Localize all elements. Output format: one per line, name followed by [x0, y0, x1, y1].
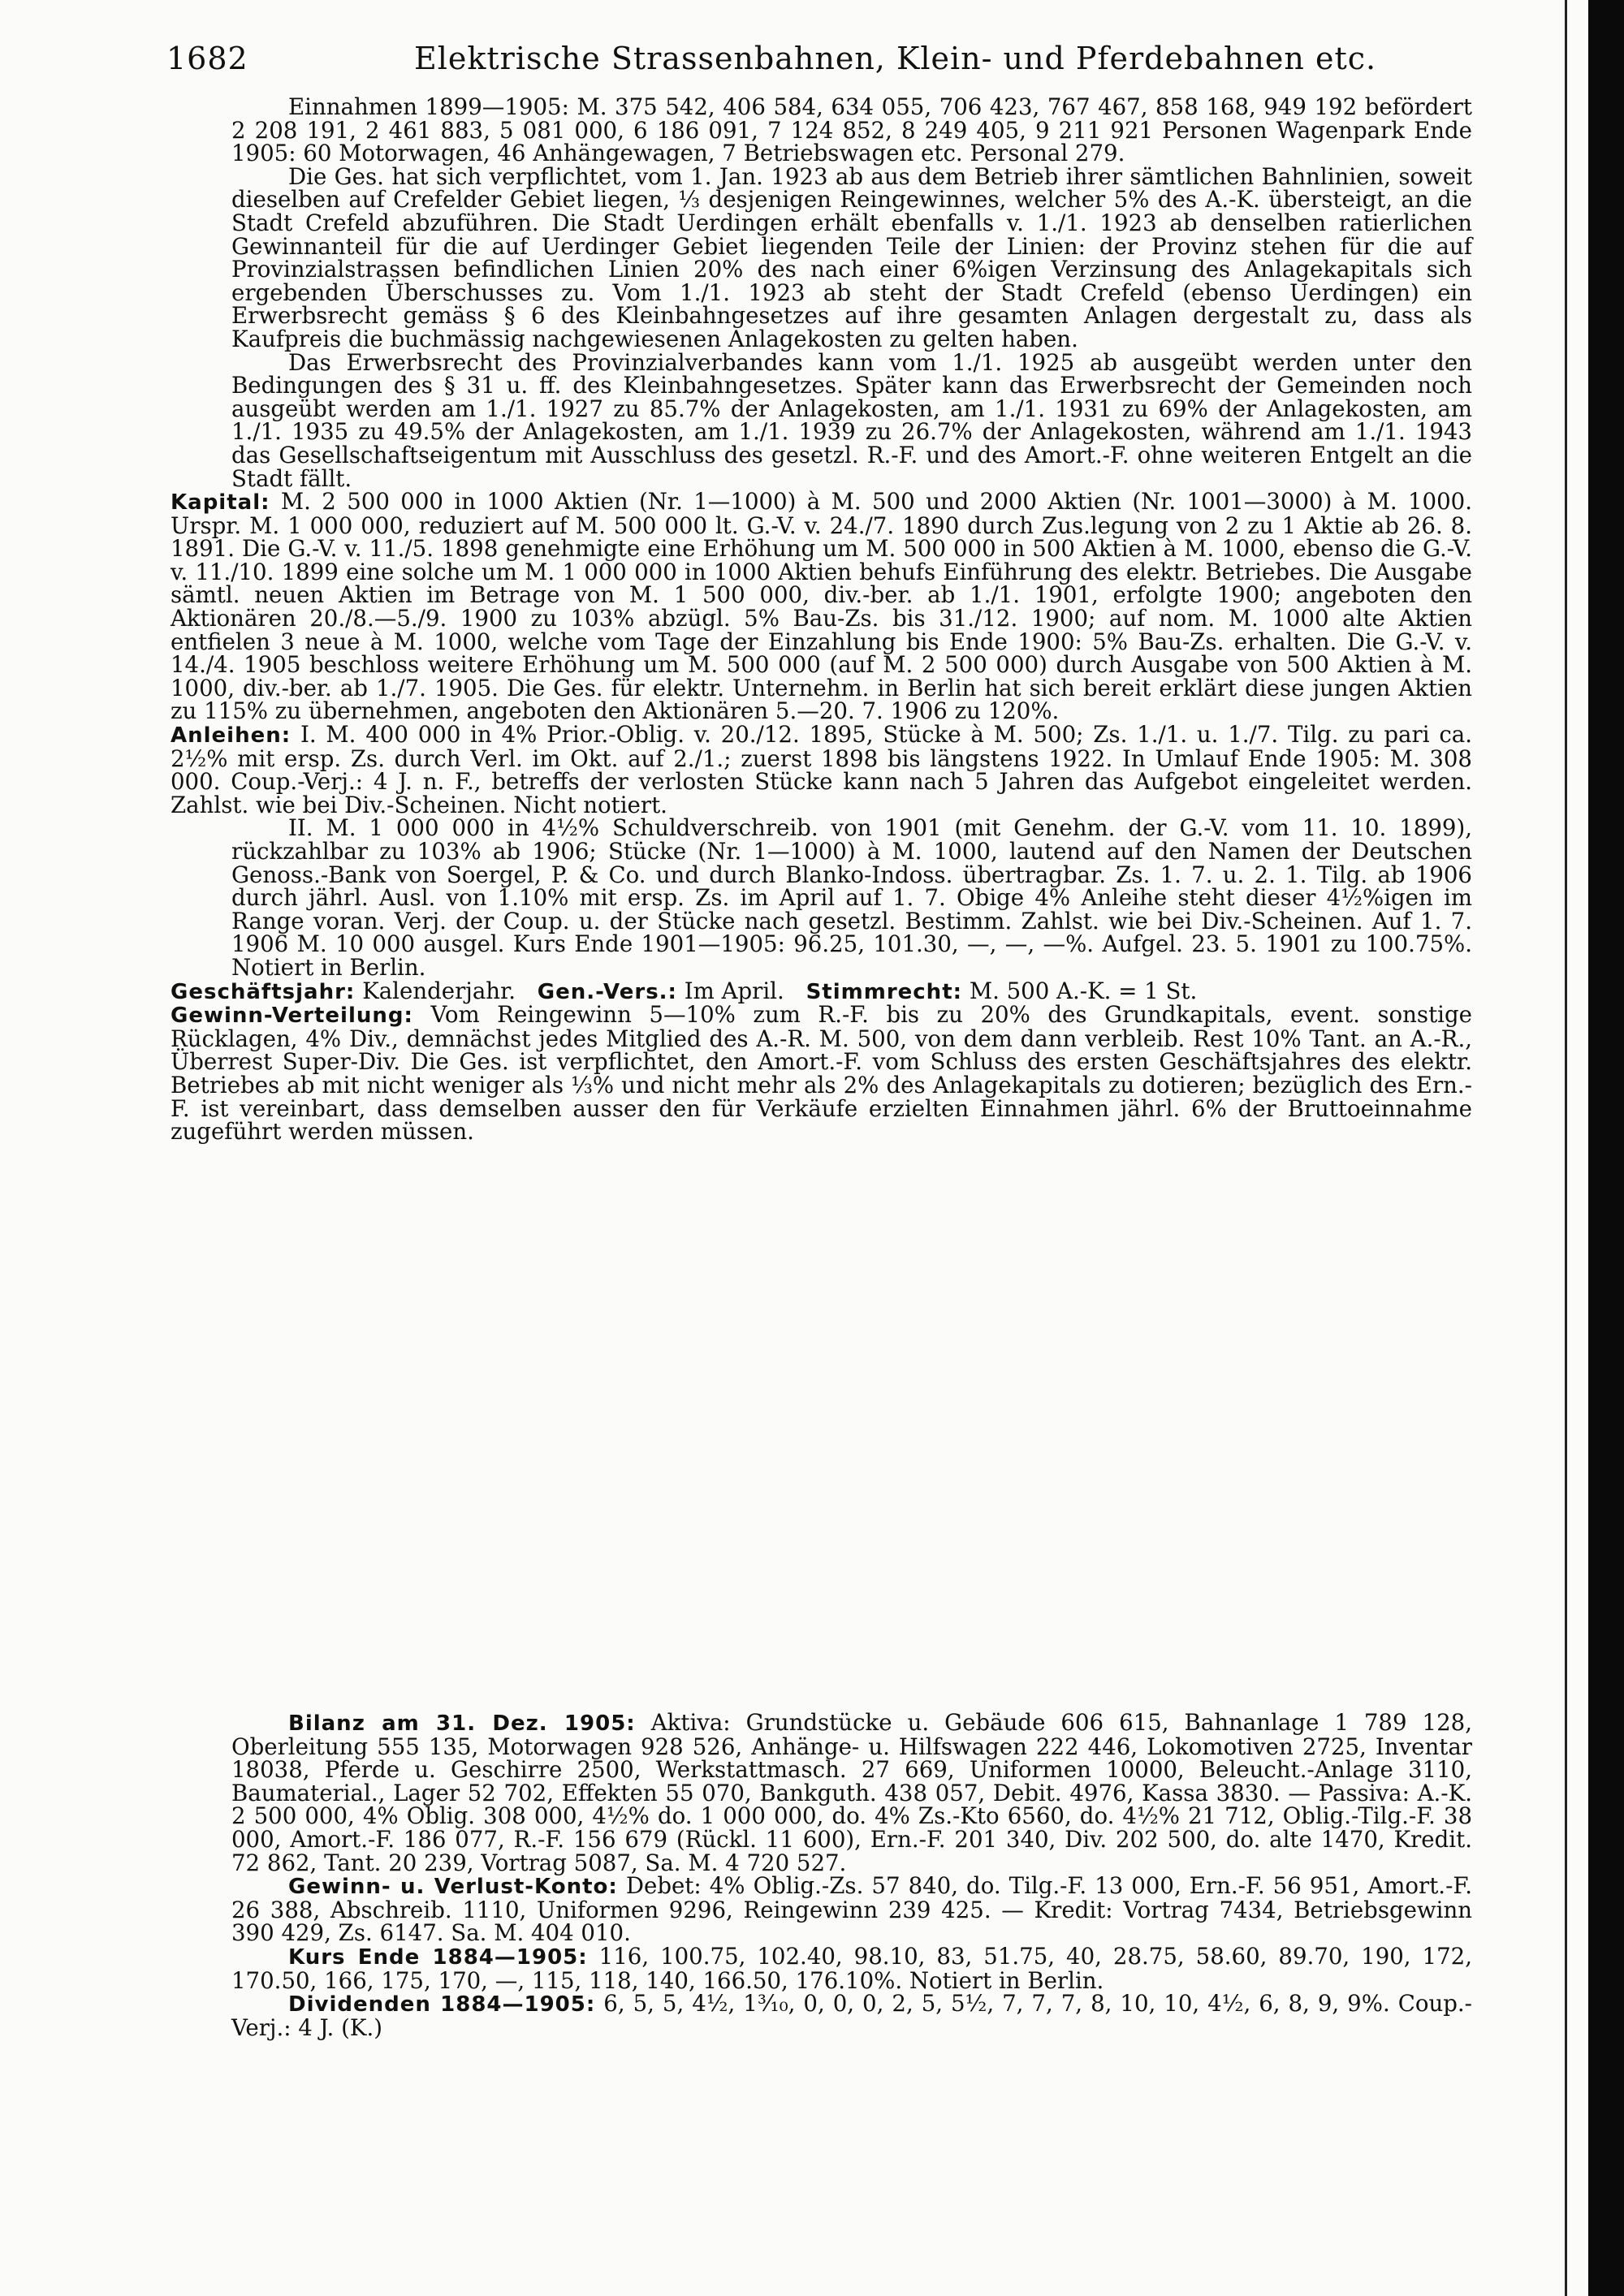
- label-anleihen: Anleihen:: [171, 723, 292, 749]
- entry-kapital: [171, 490, 1472, 723]
- entry-kurs: [231, 1942, 1472, 1994]
- financial-section: [231, 1711, 1472, 2039]
- label-dividenden: Dividenden 1884—1905:: [288, 1992, 596, 2018]
- label-bilanz: Bilanz am 31. Dez. 1905:: [288, 1711, 636, 1736]
- page-header: [166, 41, 1498, 76]
- text-anleihen-1: I. M. 400 000 in 4% Prior.-Oblig. v. 20./12. 1895, Stücke à M. 500; Zs. 1./1. u. 1./7. Tilg. zu pari ca. 2½% mit ersp. Zs. durch Verl. im Okt. auf 2./1.; zuerst 1898 bis längstens 1922. In Umlauf Ende 1905: M. 308 000. Coup.-Verj.: 4 J. n. F., betreffs der verlosten Stücke kann nach 5 Jahren das Aufgebot eingeleitet werden. Zahlst. wie bei Div.-Scheinen. Nicht notiert.: [171, 721, 1472, 818]
- entry-gewinn-verlust: [231, 1872, 1473, 1947]
- page-number: 1682: [166, 41, 248, 76]
- entry-bilanz: [231, 1711, 1472, 1875]
- paragraph-einnahmen: Einnahmen 1899—1905: M. 375 542, 406 584, 634 055, 706 423, 767 467, 858 168, 949 192 befördert 2 208 191, 2 461 883, 5 081 000, 6 186 091, 7 124 852, 8 249 405, 9 211 921 Personen Wagenpark Ende 1905: 60 Motorwagen, 46 Anhängewagen, 7 Betriebswagen etc. Personal 279.: [231, 93, 1472, 167]
- paragraph-erwerbsrecht: Das Erwerbsrecht des Provinzialverbandes kann vom 1./1. 1925 ab ausgeübt werden unter den Bedingungen des § 31 u. ff. des Kleinbahngesetzes. Später kann das Erwerbsrecht der Gemeinden noch ausgeübt werden am 1./1. 1927 zu 85.7% der Anlagekosten, am 1./1. 1931 zu 69% der Anlagekosten, am 1./1. 1935 zu 49.5% der Anlagekosten, am 1./1. 1939 zu 26.7% der Anlagekosten, während am 1./1. 1943 das Gesellschaftseigentum mit Ausschluss des gesetzl. R.-F. und des Amort.-F. ohne weiteren Entgelt an die Stadt fällt.: [231, 348, 1472, 492]
- entry-geschaeftsjahr: [171, 977, 1472, 1004]
- text-stimmrecht: M. 500 A.-K. = 1 St.: [969, 977, 1198, 1004]
- entry-gewinn-verteilung: [171, 1003, 1472, 1144]
- entry-dividenden: [231, 1992, 1472, 2039]
- main-text: [171, 93, 1472, 1146]
- label-gewinn-verteilung: Gewinn-Verteilung:: [171, 1003, 413, 1029]
- label-genvers: Gen.-Vers.:: [537, 979, 677, 1004]
- text-genvers: Im April.: [684, 977, 784, 1004]
- text-anleihen-2: II. M. 1 000 000 in 4½% Schuldverschreib. von 1901 (mit Genehm. der G.-V. vom 11. 10. 1899), rückzahlbar zu 103% ab 1906; Stücke (Nr. 1—1000) à M. 1000, lautend auf den Namen der Deutschen Genoss.-Bank von Soergel, P. & Co. und durch Blanko-Indoss. übertragbar. Zs. 1. 7. u. 2. 1. Tilg. ab 1906 durch jährl. Ausl. von 1.10% mit ersp. Zs. im April auf 1. 7. Obige 4% Anleihe steht dieser 4½%igen im Range voran. Verj. der Coup. u. der Stücke nach gesetzl. Bestimm. Zahlst. wie bei Div.-Scheinen. Auf 1. 7. 1906 M. 10 000 ausgel. Kurs Ende 1901—1905: 96.25, 101.30, —, —, —%. Aufgel. 23. 5. 1901 zu 100.75%. Notiert in Berlin.: [231, 814, 1472, 981]
- paragraph-verpflichtung: Die Ges. hat sich verpflichtet, vom 1. Jan. 1923 ab aus dem Betrieb ihrer sämtlichen Bahnlinien, soweit dieselben auf Crefelder Gebiet liegen, ⅓ desjenigen Reingewinnes, welcher 5% des A.-K. übersteigt, an die Stadt Crefeld abzuführen. Die Stadt Uerdingen erhält ebenfalls v. 1./1. 1923 ab denselben ratierlichen Gewinnanteil für die auf Uerdinger Gebiet liegenden Teile der Linien: der Provinz stehen für die auf Provinzialstrassen befindlichen Linien 20% des nach einer 6%igen Verzinsung des Anlagekapitals sich ergebenden Überschusses zu. Vom 1./1. 1923 ab steht der Stadt Crefeld (ebenso Uerdingen) ein Erwerbsrecht gemäss § 6 des Kleinbahngesetzes auf ihre gesamten Anlagen dergestalt zu, dass als Kaufpreis die buchmässig nachgewiesenen Anlagekosten zu gelten haben.: [231, 162, 1472, 352]
- text-kurs: 116, 100.75, 102.40, 98.10, 83, 51.75, 40, 28.75, 58.60, 89.70, 190, 172, 170.50, 166, 175, 170, —, 115, 118, 140, 166.50, 176.10%. Notiert in Berlin.: [231, 1942, 1472, 1994]
- label-kapital: Kapital:: [171, 490, 270, 516]
- label-kurs: Kurs Ende 1884—1905:: [288, 1944, 588, 1970]
- label-geschaeftsjahr: Geschäftsjahr:: [171, 979, 356, 1004]
- page-edge-shadow: [1588, 0, 1624, 2296]
- text-geschaeftsjahr: Kalenderjahr.: [362, 977, 516, 1004]
- label-gewinn-verlust: Gewinn- u. Verlust-Konto:: [288, 1875, 618, 1900]
- text-kapital: M. 2 500 000 in 1000 Aktien (Nr. 1—1000) à M. 500 und 2000 Aktien (Nr. 1001—3000) à M. 1000. Urspr. M. 1 000 000, reduziert auf M. 500 000 lt. G.-V. v. 24./7. 1890 durch Zus.legung von 2 zu 1 Aktie ab 26. 8. 1891. Die G.-V. v. 11./5. 1898 genehmigte eine Erhöhung um M. 500 000 in 500 Aktien à M. 1000, ebenso die G.-V. v. 11./10. 1899 eine solche um M. 1 000 000 in 1000 Aktien behufs Einführung des elektr. Betriebes. Die Ausgabe sämtl. neuen Aktien im Betrage von M. 1 500 000, div.-ber. ab 1./1. 1901, erfolgte 1900; angeboten den Aktionären 20./8.—5./9. 1900 zu 103% abzügl. 5% Bau-Zs. bis 31./12. 1900; auf nom. M. 1000 alte Aktien entfielen 3 neue à M. 1000, welche vom Tage der Einzahlung bis Ende 1900: 5% Bau-Zs. erhalten. Die G.-V. v. 14./4. 1905 beschloss weitere Erhöhung um M. 500 000 (auf M. 2 500 000) durch Ausgabe von 500 Aktien à M. 1000, div.-ber. ab 1./7. 1905. Die Ges. für elektr. Unternehm. in Berlin hat sich bereit erklärt diese jungen Aktien zu 115% zu übernehmen, angeboten den Aktionären 5.—20. 7. 1906 zu 120%.: [171, 488, 1472, 725]
- label-stimmrecht: Stimmrecht:: [806, 979, 963, 1004]
- text-bilanz: Aktiva: Grundstücke u. Gebäude 606 615, Bahnanlage 1 789 128, Oberleitung 555 135, Motorwagen 928 526, Anhänge- u. Hilfswagen 222 446, Lokomotiven 2725, Inventar 18038, Pferde u. Geschirre 2500, Werkstattmasch. 27 669, Uniformen 10000, Beleucht.-Anlage 3110, Baumaterial., Lager 52 702, Effekten 55 070, Bankguth. 438 057, Debit. 4976, Kassa 3830. — Passiva: A.-K. 2 500 000, 4% Oblig. 308 000, 4½% do. 1 000 000, do. 4% Zs.-Kto 6560, do. 4½% 21 712, Oblig.-Tilg.-F. 38 000, Amort.-F. 186 077, R.-F. 156 679 (Rückl. 11 600), Ern.-F. 201 340, Div. 202 500, do. alte 1470, Kredit. 72 862, Tant. 20 239, Vortrag 5087, Sa. M. 4 720 527.: [231, 1709, 1472, 1876]
- text-gewinn-verlust: Debet: 4% Oblig.-Zs. 57 840, do. Tilg.-F. 13 000, Ern.-F. 56 951, Amort.-F. 26 388, Abschreib. 1110, Uniformen 9296, Reingewinn 239 425. — Kredit: Vortrag 7434, Betriebsgewinn 390 429, Zs. 6147. Sa. M. 404 010.: [231, 1872, 1473, 1947]
- entry-anleihen: [171, 723, 1472, 817]
- text-dividenden: 6, 5, 5, 4½, 1³⁄₁₀, 0, 0, 0, 2, 5, 5½, 7, 7, 7, 8, 10, 10, 4½, 6, 8, 9, 9%. Coup.-Verj.: 4 J. (K.): [231, 1990, 1472, 2041]
- page-edge-line: [1565, 0, 1567, 2296]
- running-title: Elektrische Strassenbahnen, Klein- und Pferdebahnen etc.: [414, 41, 1377, 76]
- text-gewinn-verteilung: Vom Reingewinn 5—10% zum R.-F. bis zu 20% des Grundkapitals, event. sonstige Rücklagen, 4% Div., demnächst jedes Mitglied des A.-R. M. 500, von dem dann verbleib. Rest 10% Tant. an A.-R., Überrest Super-Div. Die Ges. ist verpflichtet, den Amort.-F. vom Schluss des ersten Geschäftsjahres des elektr. Betriebes ab mit nicht weniger als ⅓% und nicht mehr als 2% des Anlagekapitals zu dotieren; bezüglich des Ern.-F. ist vereinbart, dass demselben ausser den für Verkäufe erzielten Einnahmen jährl. 6% der Bruttoeinnahme zugeführt werden müssen.: [171, 1001, 1472, 1146]
